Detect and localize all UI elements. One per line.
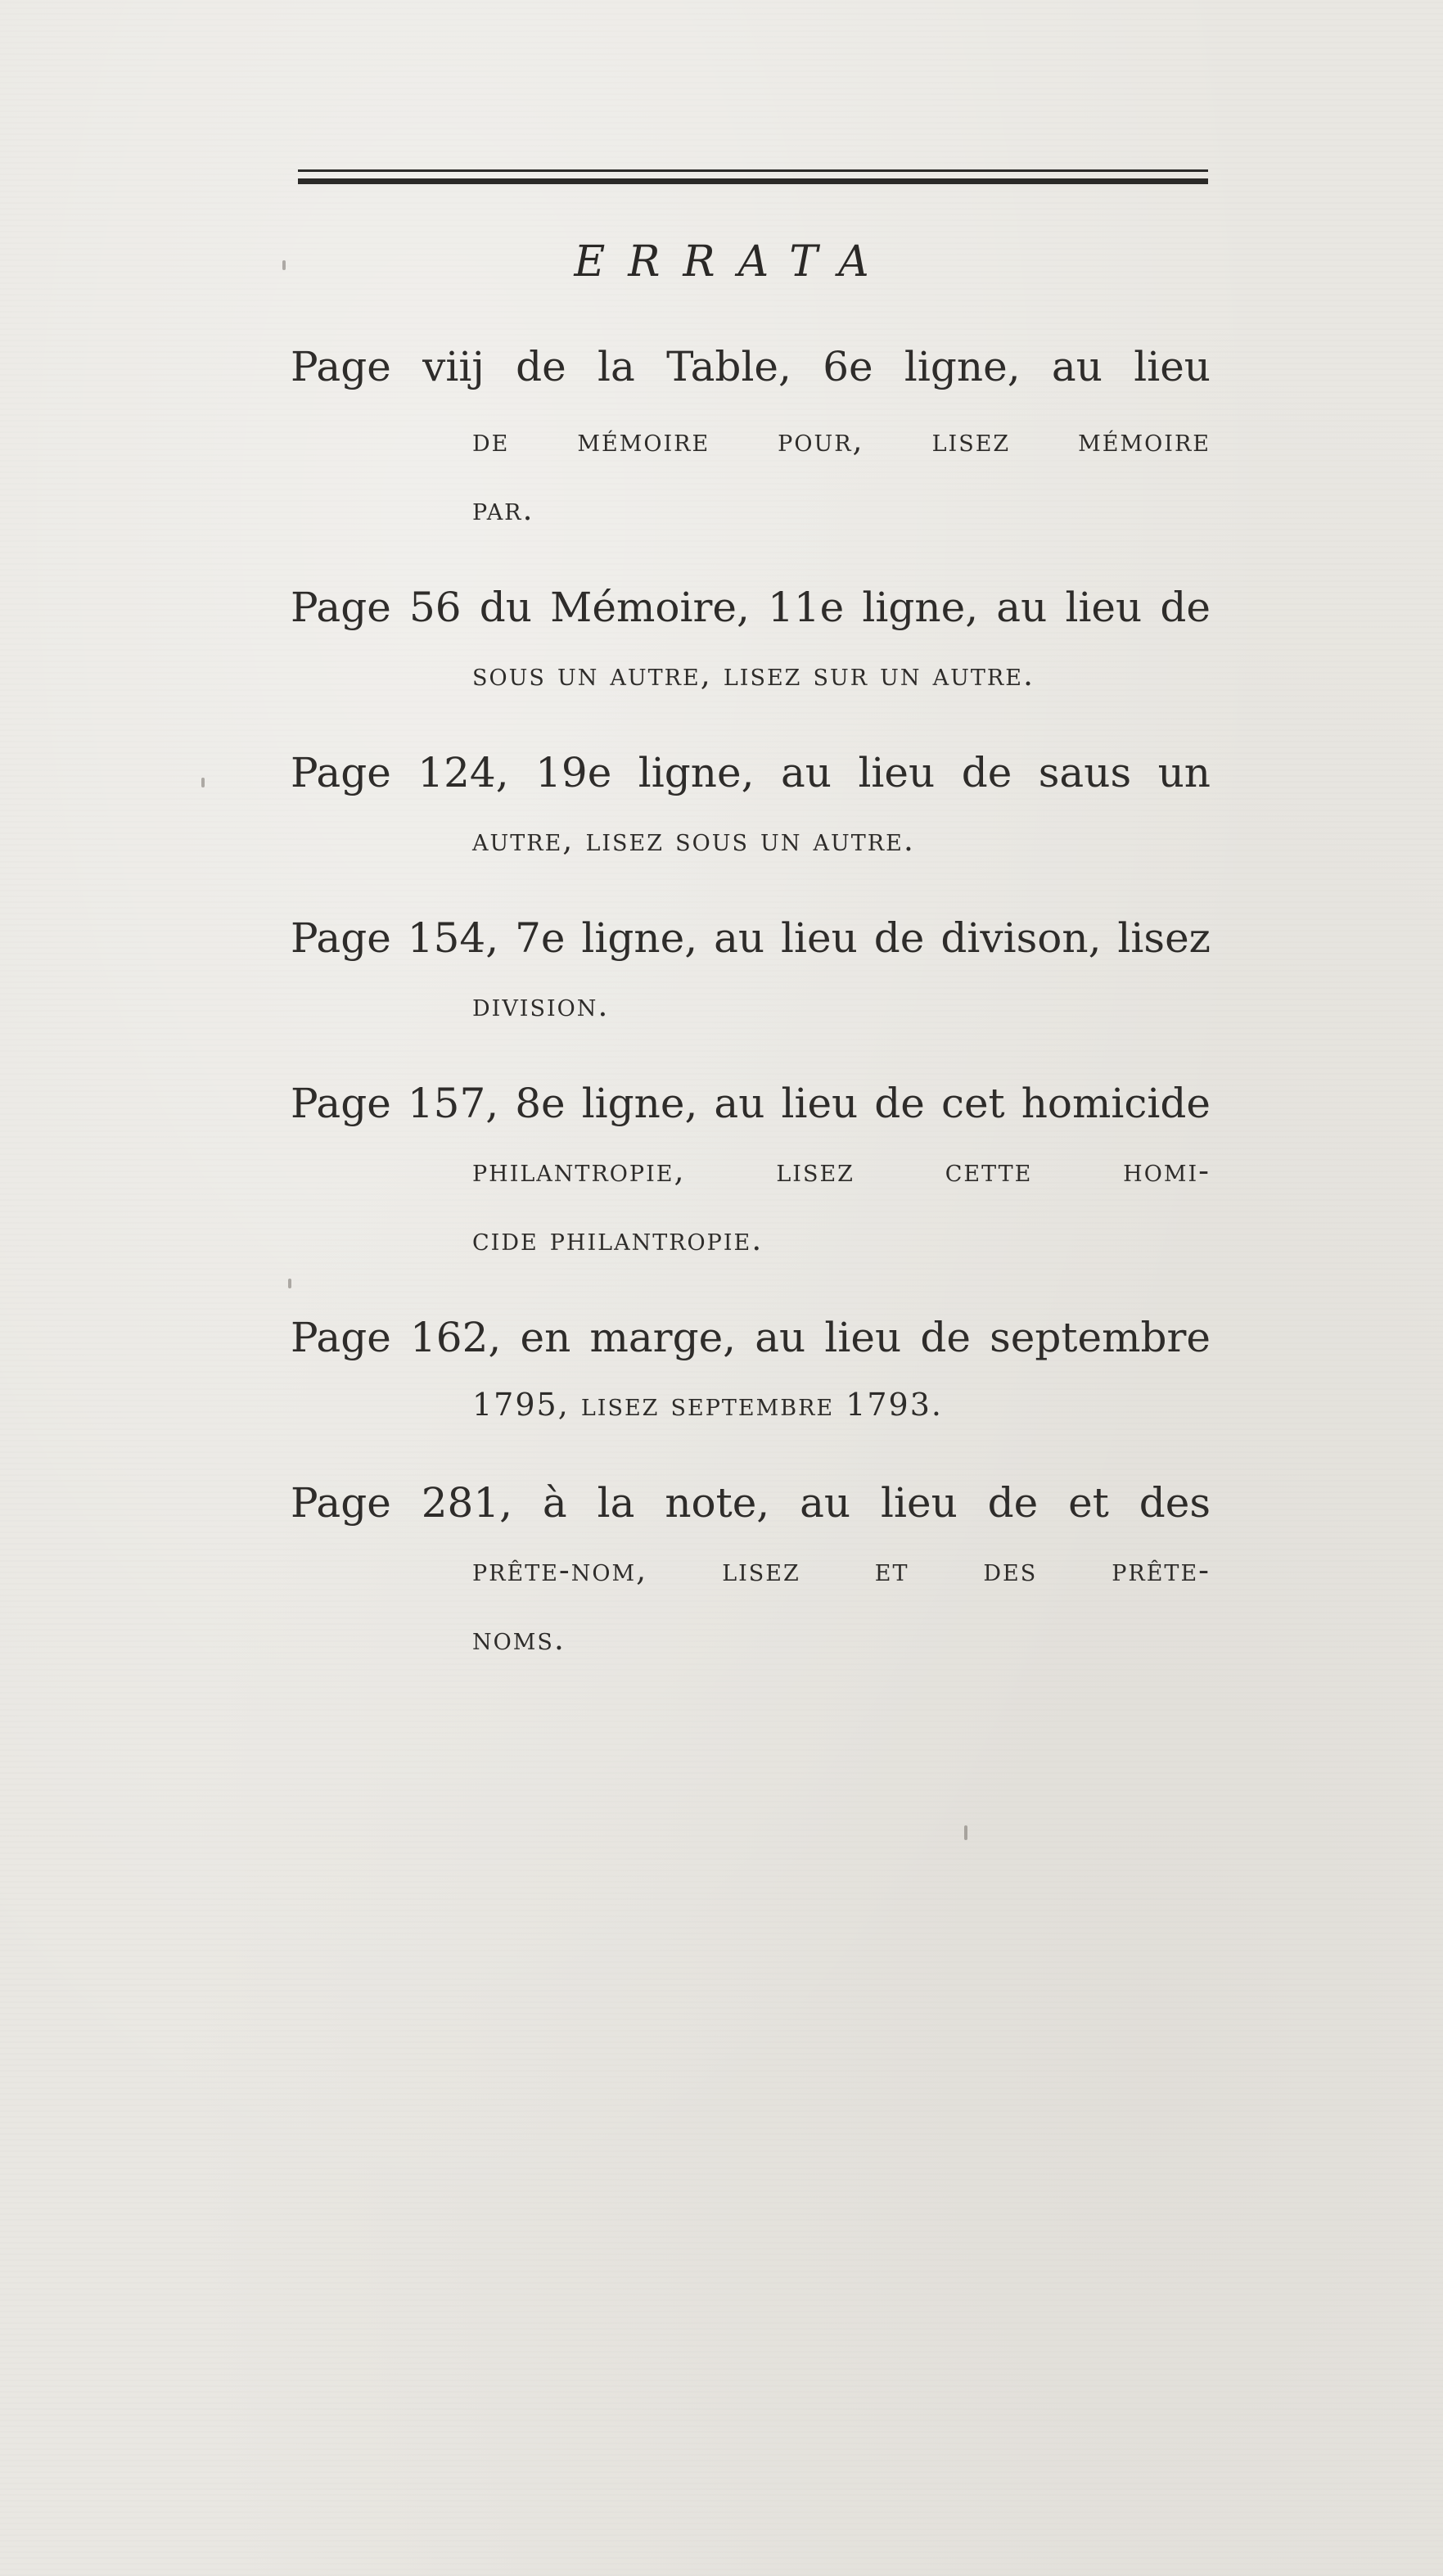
- errata-line-main: Page 124, 19e ligne, au lieu de saus un: [291, 749, 1211, 796]
- paper-speck: [282, 260, 286, 270]
- errata-line-main: Page 154, 7e ligne, au lieu de divison, lisez: [291, 914, 1211, 962]
- page-title: ERRATA: [574, 237, 892, 286]
- errata-entry: [291, 905, 1211, 1040]
- errata-entry: [291, 1305, 1211, 1439]
- errata-line-main: Page 281, à la note, au lieu de et des: [291, 1479, 1211, 1527]
- errata-line-main: Page 162, en marge, au lieu de septembre: [291, 1314, 1211, 1361]
- header-rule-thick: [298, 178, 1208, 184]
- errata-line-continuation: 1795, lisez septembre 1793.: [472, 1387, 943, 1423]
- errata-line-main: Page 157, 8e ligne, au lieu de cet homicide: [291, 1080, 1211, 1127]
- paper-speck: [288, 1279, 291, 1288]
- errata-line-main: Page 56 du Mémoire, 11e ligne, au lieu de: [291, 584, 1211, 631]
- errata-line-continuation: prête-nom, lisez et des prête-: [472, 1552, 1211, 1588]
- errata-list: [291, 327, 1211, 1704]
- errata-entry: [291, 1470, 1211, 1673]
- errata-line-main: Page viij de la Table, 6e ligne, au lieu: [291, 343, 1211, 390]
- errata-line-continuation: sous un autre, lisez sur un autre.: [472, 656, 1035, 692]
- errata-line-continuation: philantropie, lisez cette homi-: [472, 1153, 1211, 1189]
- errata-entry: [291, 575, 1211, 709]
- errata-line-continuation: cide philantropie.: [472, 1221, 764, 1257]
- errata-entry: [291, 327, 1211, 544]
- errata-entry: [291, 1071, 1211, 1274]
- errata-line-continuation: par.: [472, 491, 534, 527]
- errata-line-continuation: noms.: [472, 1621, 566, 1657]
- errata-line-continuation: autre, lisez sous un autre.: [472, 822, 915, 858]
- header-rule-thin: [298, 169, 1208, 172]
- errata-entry: [291, 740, 1211, 874]
- errata-line-continuation: de mémoire pour, lisez mémoire: [472, 422, 1211, 458]
- errata-line-continuation: division.: [472, 987, 610, 1023]
- paper-speck: [964, 1825, 967, 1840]
- paper-speck: [201, 778, 205, 787]
